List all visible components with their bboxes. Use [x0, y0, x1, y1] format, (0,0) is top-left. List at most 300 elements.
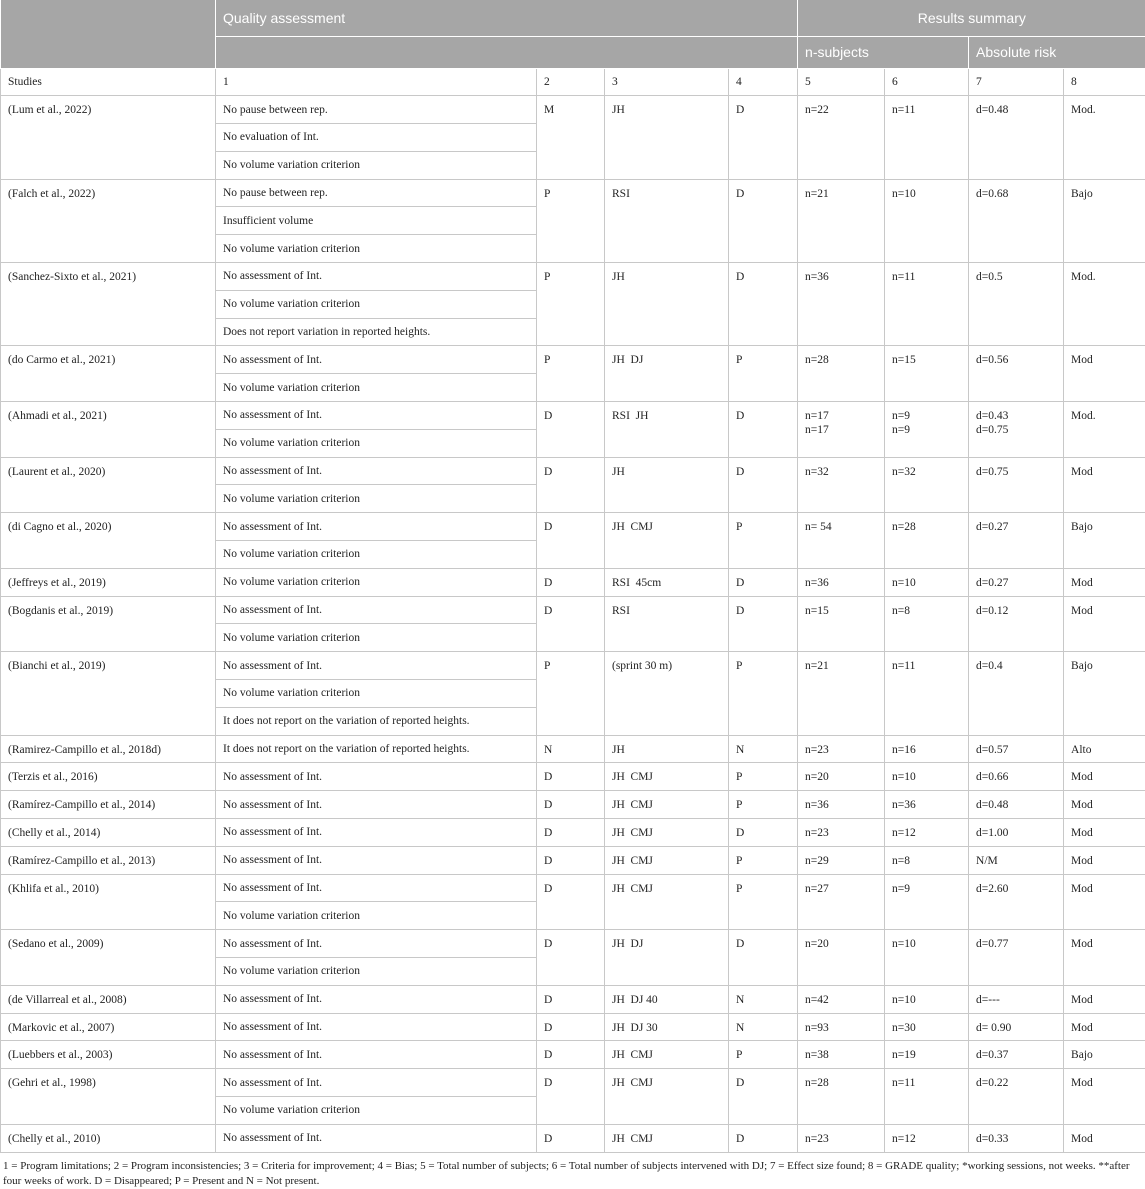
study-cell — [1, 96, 216, 179]
study-name: (do Carmo et al., 2021) — [8, 346, 208, 367]
limitation-cell: No volume variation criterion — [216, 541, 537, 569]
effect-size-cell — [969, 96, 1064, 179]
table-footnote: 1 = Program limitations; 2 = Program inconsistencies; 3 = Criteria for improvement; 4 = Bias; 5 = Total number of subjects; 6 = Total number of subjects intervened with DJ; 7 = Effect size found; 8 = GRADE quality; *working sessions, not weeks. **after four weeks of work. D = Disappeared; P = Present and N = Not present. — [0, 1153, 1145, 1189]
effect-size-value: d=0.66 — [976, 763, 1056, 784]
effect-size-value: d=2.60 — [976, 875, 1056, 896]
bias-cell — [729, 1013, 798, 1041]
improvement-criteria-cell — [605, 346, 729, 402]
total-subjects-value: n=93 — [805, 1014, 877, 1035]
dj-subjects-value: n=15 — [892, 346, 961, 367]
total-subjects-value: n=23 — [805, 1125, 877, 1146]
limitation-cell: No assessment of Int. — [216, 1041, 537, 1069]
table-row — [1, 1013, 1145, 1041]
study-cell — [1, 763, 216, 791]
dj-subjects-cell — [885, 874, 969, 930]
study-name: (Bianchi et al., 2019) — [8, 652, 208, 673]
improvement-criteria-value: JH CMJ — [612, 763, 721, 784]
study-name: (Lum et al., 2022) — [8, 96, 208, 117]
improvement-criteria-cell — [605, 263, 729, 346]
total-subjects-value: n=42 — [805, 986, 877, 1007]
dj-subjects-cell — [885, 985, 969, 1013]
bias-value: P — [736, 791, 790, 812]
header-quality-blank — [216, 36, 798, 68]
bias-value: N — [736, 986, 790, 1007]
inconsistency-value: D — [544, 1125, 597, 1146]
dj-subjects-cell — [885, 846, 969, 874]
limitation-cell: No assessment of Int. — [216, 596, 537, 624]
dj-subjects-cell — [885, 513, 969, 569]
total-subjects-value: n=20 — [805, 763, 877, 784]
limitation-cell: No assessment of Int. — [216, 1013, 537, 1041]
inconsistency-value: D — [544, 458, 597, 479]
table-row — [1, 652, 1145, 680]
grade-quality-cell — [1064, 763, 1145, 791]
grade-quality-value: Mod. — [1071, 263, 1138, 284]
total-subjects-cell — [798, 652, 885, 735]
dj-subjects-cell — [885, 96, 969, 179]
inconsistency-cell — [537, 763, 605, 791]
inconsistency-cell — [537, 457, 605, 513]
dj-subjects-value: n=11 — [892, 96, 961, 117]
column-label: 1 — [216, 68, 537, 96]
improvement-criteria-cell — [605, 735, 729, 763]
total-subjects-value: n=28 — [805, 1069, 877, 1090]
effect-size-value: d=0.75 — [976, 458, 1056, 479]
study-cell — [1, 1069, 216, 1125]
limitation-cell: No assessment of Int. — [216, 513, 537, 541]
total-subjects-value: n=36 — [805, 569, 877, 590]
study-cell — [1, 179, 216, 262]
effect-size-value: d= 0.90 — [976, 1014, 1056, 1035]
improvement-criteria-cell — [605, 1013, 729, 1041]
dj-subjects-value: n=11 — [892, 1069, 961, 1090]
grade-quality-value: Mod — [1071, 346, 1138, 367]
total-subjects-cell — [798, 985, 885, 1013]
dj-subjects-value: n=10 — [892, 180, 961, 201]
study-cell — [1, 402, 216, 458]
study-cell — [1, 652, 216, 735]
total-subjects-cell — [798, 874, 885, 930]
bias-cell — [729, 846, 798, 874]
limitation-cell: No assessment of Int. — [216, 819, 537, 847]
inconsistency-value: P — [544, 652, 597, 673]
total-subjects-cell — [798, 457, 885, 513]
effect-size-cell — [969, 457, 1064, 513]
study-cell — [1, 568, 216, 596]
study-name: (Sedano et al., 2009) — [8, 930, 208, 951]
grade-quality-cell — [1064, 513, 1145, 569]
limitation-cell: No assessment of Int. — [216, 1124, 537, 1152]
study-name: (di Cagno et al., 2020) — [8, 513, 208, 534]
bias-value: P — [736, 847, 790, 868]
inconsistency-value: D — [544, 1069, 597, 1090]
grade-quality-cell — [1064, 1069, 1145, 1125]
bias-value: P — [736, 346, 790, 367]
study-name: (Sanchez-Sixto et al., 2021) — [8, 263, 208, 284]
bias-cell — [729, 263, 798, 346]
limitation-cell: No assessment of Int. — [216, 763, 537, 791]
dj-subjects-value: n=10 — [892, 763, 961, 784]
grade-quality-cell — [1064, 596, 1145, 652]
column-label: 2 — [537, 68, 605, 96]
total-subjects-value: n=23 — [805, 819, 877, 840]
effect-size-cell — [969, 930, 1064, 986]
bias-value: D — [736, 819, 790, 840]
improvement-criteria-cell — [605, 819, 729, 847]
limitation-cell: No volume variation criterion — [216, 680, 537, 708]
total-subjects-value: n=27 — [805, 875, 877, 896]
total-subjects-cell — [798, 568, 885, 596]
total-subjects-cell — [798, 846, 885, 874]
limitation-cell: No assessment of Int. — [216, 791, 537, 819]
total-subjects-value: n=17 n=17 — [805, 402, 877, 437]
dj-subjects-value: n=10 — [892, 930, 961, 951]
table-row — [1, 1041, 1145, 1069]
grade-quality-cell — [1064, 1124, 1145, 1152]
inconsistency-value: D — [544, 930, 597, 951]
total-subjects-value: n=23 — [805, 736, 877, 757]
study-cell — [1, 874, 216, 930]
column-label: 6 — [885, 68, 969, 96]
dj-subjects-cell — [885, 402, 969, 458]
dj-subjects-value: n=16 — [892, 736, 961, 757]
limitation-cell: No volume variation criterion — [216, 902, 537, 930]
bias-value: N — [736, 1014, 790, 1035]
study-cell — [1, 735, 216, 763]
table-row — [1, 596, 1145, 624]
bias-value: P — [736, 875, 790, 896]
bias-cell — [729, 735, 798, 763]
total-subjects-cell — [798, 1069, 885, 1125]
improvement-criteria-cell — [605, 179, 729, 262]
study-name: (de Villarreal et al., 2008) — [8, 986, 208, 1007]
bias-value: D — [736, 597, 790, 618]
effect-size-cell — [969, 874, 1064, 930]
header-blank — [1, 0, 216, 68]
limitation-cell: No assessment of Int. — [216, 874, 537, 902]
improvement-criteria-cell — [605, 930, 729, 986]
bias-cell — [729, 763, 798, 791]
table-body — [1, 68, 1145, 1152]
column-label-row — [1, 68, 1145, 96]
inconsistency-cell — [537, 735, 605, 763]
improvement-criteria-cell — [605, 1069, 729, 1125]
inconsistency-value: D — [544, 986, 597, 1007]
inconsistency-cell — [537, 179, 605, 262]
inconsistency-cell — [537, 846, 605, 874]
grade-quality-cell — [1064, 846, 1145, 874]
bias-value: P — [736, 763, 790, 784]
total-subjects-value: n=21 — [805, 652, 877, 673]
improvement-criteria-cell — [605, 874, 729, 930]
inconsistency-value: P — [544, 346, 597, 367]
dj-subjects-cell — [885, 1124, 969, 1152]
study-name: (Gehri et al., 1998) — [8, 1069, 208, 1090]
improvement-criteria-value: JH — [612, 96, 721, 117]
inconsistency-cell — [537, 1069, 605, 1125]
study-name: (Laurent et al., 2020) — [8, 458, 208, 479]
grade-quality-cell — [1064, 402, 1145, 458]
inconsistency-cell — [537, 346, 605, 402]
inconsistency-cell — [537, 1124, 605, 1152]
header-n-subjects: n-subjects — [798, 36, 969, 68]
effect-size-cell — [969, 1124, 1064, 1152]
study-name: (Ahmadi et al., 2021) — [8, 402, 208, 423]
limitation-cell: No volume variation criterion — [216, 958, 537, 986]
column-label: 4 — [729, 68, 798, 96]
dj-subjects-value: n=32 — [892, 458, 961, 479]
study-cell — [1, 346, 216, 402]
improvement-criteria-cell — [605, 846, 729, 874]
bias-value: D — [736, 930, 790, 951]
table-row — [1, 846, 1145, 874]
dj-subjects-value: n=8 — [892, 847, 961, 868]
dj-subjects-value: n=9 — [892, 875, 961, 896]
total-subjects-cell — [798, 791, 885, 819]
study-name: (Markovic et al., 2007) — [8, 1014, 208, 1035]
bias-value: D — [736, 1069, 790, 1090]
grade-quality-cell — [1064, 263, 1145, 346]
study-name: (Chelly et al., 2014) — [8, 819, 208, 840]
column-label: Studies — [1, 68, 216, 96]
study-name: (Ramirez-Campillo et al., 2018d) — [8, 736, 208, 757]
dj-subjects-value: n=30 — [892, 1014, 961, 1035]
bias-value: P — [736, 1041, 790, 1062]
dj-subjects-cell — [885, 819, 969, 847]
dj-subjects-cell — [885, 568, 969, 596]
dj-subjects-cell — [885, 179, 969, 262]
bias-value: D — [736, 402, 790, 423]
study-name: (Ramírez-Campillo et al., 2014) — [8, 791, 208, 812]
grade-quality-value: Mod — [1071, 986, 1138, 1007]
limitation-cell: No volume variation criterion — [216, 1096, 537, 1124]
improvement-criteria-cell — [605, 791, 729, 819]
total-subjects-cell — [798, 402, 885, 458]
study-name: (Bogdanis et al., 2019) — [8, 597, 208, 618]
dj-subjects-cell — [885, 763, 969, 791]
total-subjects-value: n=32 — [805, 458, 877, 479]
grade-quality-value: Mod. — [1071, 96, 1138, 117]
effect-size-value: d=0.68 — [976, 180, 1056, 201]
total-subjects-value: n=22 — [805, 96, 877, 117]
improvement-criteria-value: JH CMJ — [612, 847, 721, 868]
table-row — [1, 402, 1145, 430]
effect-size-value: d=0.33 — [976, 1125, 1056, 1146]
table-row — [1, 96, 1145, 124]
improvement-criteria-value: JH DJ — [612, 346, 721, 367]
study-cell — [1, 1013, 216, 1041]
inconsistency-cell — [537, 402, 605, 458]
limitation-cell: No volume variation criterion — [216, 290, 537, 318]
grade-quality-cell — [1064, 1041, 1145, 1069]
improvement-criteria-cell — [605, 96, 729, 179]
limitation-cell: No volume variation criterion — [216, 568, 537, 596]
bias-cell — [729, 1041, 798, 1069]
dj-subjects-value: n=11 — [892, 652, 961, 673]
dj-subjects-cell — [885, 791, 969, 819]
grade-quality-cell — [1064, 179, 1145, 262]
dj-subjects-value: n=9 n=9 — [892, 402, 961, 437]
bias-value: P — [736, 652, 790, 673]
improvement-criteria-value: JH DJ 30 — [612, 1014, 721, 1035]
total-subjects-cell — [798, 1124, 885, 1152]
total-subjects-value: n=29 — [805, 847, 877, 868]
grade-quality-value: Mod — [1071, 930, 1138, 951]
improvement-criteria-value: JH CMJ — [612, 791, 721, 812]
table-row — [1, 457, 1145, 485]
grade-quality-value: Mod — [1071, 791, 1138, 812]
grade-quality-value: Mod — [1071, 569, 1138, 590]
table-row — [1, 568, 1145, 596]
column-label: 8 — [1064, 68, 1145, 96]
grade-quality-value: Bajo — [1071, 180, 1138, 201]
grade-quality-cell — [1064, 735, 1145, 763]
dj-subjects-cell — [885, 596, 969, 652]
column-label: 7 — [969, 68, 1064, 96]
column-label: 5 — [798, 68, 885, 96]
grade-quality-value: Mod. — [1071, 402, 1138, 423]
bias-cell — [729, 791, 798, 819]
inconsistency-value: D — [544, 597, 597, 618]
improvement-criteria-value: RSI — [612, 597, 721, 618]
grade-quality-cell — [1064, 819, 1145, 847]
inconsistency-cell — [537, 791, 605, 819]
study-name: (Chelly et al., 2010) — [8, 1125, 208, 1146]
grade-quality-cell — [1064, 457, 1145, 513]
bias-cell — [729, 596, 798, 652]
effect-size-cell — [969, 179, 1064, 262]
study-name: (Jeffreys et al., 2019) — [8, 569, 208, 590]
table-row — [1, 1124, 1145, 1152]
grade-quality-value: Mod — [1071, 819, 1138, 840]
improvement-criteria-value: JH CMJ — [612, 875, 721, 896]
inconsistency-cell — [537, 513, 605, 569]
bias-value: D — [736, 569, 790, 590]
effect-size-value: d=0.27 — [976, 569, 1056, 590]
inconsistency-cell — [537, 568, 605, 596]
total-subjects-cell — [798, 1041, 885, 1069]
limitation-cell: No volume variation criterion — [216, 485, 537, 513]
grade-quality-value: Bajo — [1071, 1041, 1138, 1062]
total-subjects-cell — [798, 930, 885, 986]
effect-size-cell — [969, 819, 1064, 847]
bias-cell — [729, 652, 798, 735]
effect-size-cell — [969, 402, 1064, 458]
bias-value: D — [736, 458, 790, 479]
limitation-cell: No assessment of Int. — [216, 652, 537, 680]
inconsistency-cell — [537, 874, 605, 930]
inconsistency-value: D — [544, 402, 597, 423]
inconsistency-value: D — [544, 847, 597, 868]
improvement-criteria-value: JH CMJ — [612, 513, 721, 534]
table-row — [1, 819, 1145, 847]
grade-quality-cell — [1064, 568, 1145, 596]
table-row — [1, 874, 1145, 902]
dj-subjects-cell — [885, 457, 969, 513]
dj-subjects-value: n=12 — [892, 819, 961, 840]
bias-cell — [729, 346, 798, 402]
header-results-summary: Results summary — [798, 0, 1145, 36]
dj-subjects-value: n=8 — [892, 597, 961, 618]
improvement-criteria-cell — [605, 652, 729, 735]
improvement-criteria-cell — [605, 568, 729, 596]
total-subjects-value: n= 54 — [805, 513, 877, 534]
limitation-cell: No volume variation criterion — [216, 429, 537, 457]
study-name: (Falch et al., 2022) — [8, 180, 208, 201]
study-cell — [1, 791, 216, 819]
improvement-criteria-cell — [605, 513, 729, 569]
table-row — [1, 791, 1145, 819]
dj-subjects-cell — [885, 1069, 969, 1125]
improvement-criteria-value: JH CMJ — [612, 819, 721, 840]
column-label: 3 — [605, 68, 729, 96]
inconsistency-value: D — [544, 791, 597, 812]
total-subjects-cell — [798, 263, 885, 346]
grade-quality-cell — [1064, 652, 1145, 735]
dj-subjects-cell — [885, 735, 969, 763]
limitation-cell: No pause between rep. — [216, 179, 537, 207]
grade-quality-value: Mod — [1071, 458, 1138, 479]
inconsistency-cell — [537, 819, 605, 847]
total-subjects-cell — [798, 596, 885, 652]
total-subjects-value: n=38 — [805, 1041, 877, 1062]
effect-size-value: d=0.48 — [976, 791, 1056, 812]
effect-size-value: d=0.77 — [976, 930, 1056, 951]
table-row — [1, 263, 1145, 291]
dj-subjects-value: n=11 — [892, 263, 961, 284]
inconsistency-value: N — [544, 736, 597, 757]
effect-size-value: d=0.48 — [976, 96, 1056, 117]
dj-subjects-value: n=19 — [892, 1041, 961, 1062]
effect-size-value: d=0.27 — [976, 513, 1056, 534]
limitation-cell: No assessment of Int. — [216, 346, 537, 374]
effect-size-cell — [969, 1041, 1064, 1069]
improvement-criteria-value: JH — [612, 263, 721, 284]
effect-size-cell — [969, 596, 1064, 652]
effect-size-value: d=0.56 — [976, 346, 1056, 367]
grade-quality-value: Mod — [1071, 875, 1138, 896]
inconsistency-value: D — [544, 513, 597, 534]
grade-quality-cell — [1064, 96, 1145, 179]
bias-cell — [729, 1069, 798, 1125]
total-subjects-value: n=21 — [805, 180, 877, 201]
total-subjects-value: n=36 — [805, 791, 877, 812]
bias-cell — [729, 930, 798, 986]
improvement-criteria-cell — [605, 763, 729, 791]
total-subjects-cell — [798, 96, 885, 179]
bias-cell — [729, 402, 798, 458]
improvement-criteria-cell — [605, 596, 729, 652]
effect-size-value: d=0.43 d=0.75 — [976, 402, 1056, 437]
dj-subjects-cell — [885, 1041, 969, 1069]
grade-quality-cell — [1064, 985, 1145, 1013]
table-row — [1, 763, 1145, 791]
header-absolute-risk: Absolute risk — [969, 36, 1145, 68]
improvement-criteria-value: JH CMJ — [612, 1125, 721, 1146]
table-row — [1, 1069, 1145, 1097]
grade-quality-value: Mod — [1071, 1125, 1138, 1146]
total-subjects-cell — [798, 513, 885, 569]
total-subjects-value: n=20 — [805, 930, 877, 951]
study-cell — [1, 930, 216, 986]
effect-size-cell — [969, 763, 1064, 791]
bias-value: D — [736, 96, 790, 117]
study-cell — [1, 457, 216, 513]
table-row — [1, 346, 1145, 374]
grade-quality-value: Bajo — [1071, 652, 1138, 673]
total-subjects-cell — [798, 1013, 885, 1041]
table-row — [1, 735, 1145, 763]
